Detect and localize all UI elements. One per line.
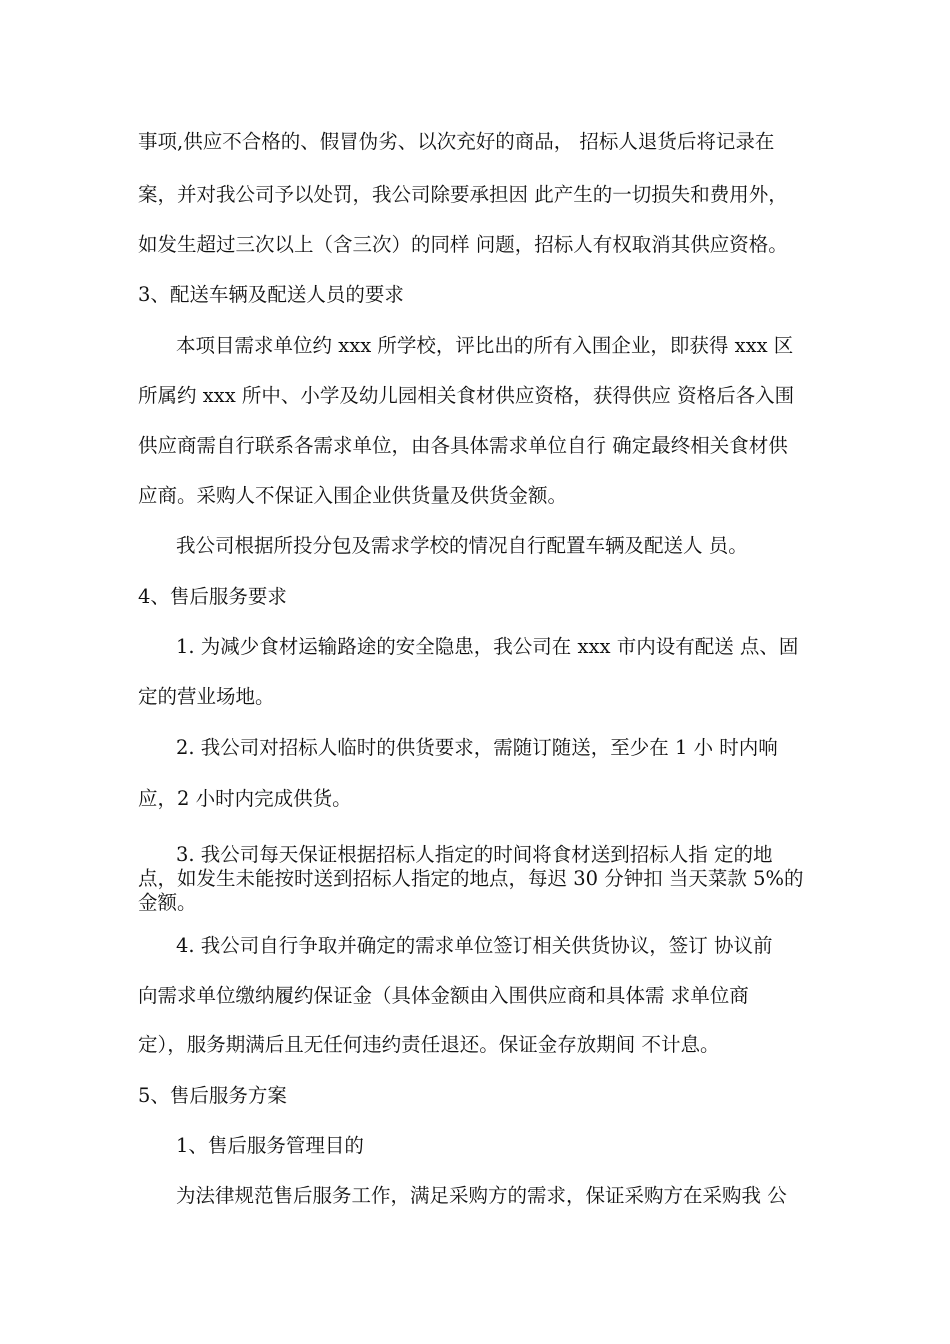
paragraph-line: 供应商需自行联系各需求单位，由各具体需求单位自行 确定最终相关食材供 (138, 434, 788, 457)
paragraph-line: 我公司根据所投分包及需求学校的情况自行配置车辆及配送人 员。 (176, 534, 748, 557)
paragraph-line: 如发生超过三次以上（含三次）的同样 问题，招标人有权取消其供应资格。 (138, 233, 788, 256)
paragraph-line: 定），服务期满后且无任何违约责任退还。保证金存放期间 不计息。 (138, 1033, 720, 1056)
paragraph-line: 向需求单位缴纳履约保证金（具体金额由入围供应商和具体需 求单位商 (138, 984, 749, 1007)
paragraph-line: 应，2 小时内完成供货。 (138, 787, 352, 810)
section-heading-4: 4、售后服务要求 (138, 585, 287, 608)
paragraph-line: 应商。采购人不保证入围企业供货量及供货金额。 (138, 484, 568, 507)
list-item-1: 1. 为减少食材运输路途的安全隐患，我公司在 xxx 市内设有配送 点、固 (176, 635, 799, 658)
list-item-3: 3. 我公司每天保证根据招标人指定的时间将食材送到招标人指 定的地 (176, 843, 773, 866)
paragraph-line: 点，如发生未能按时送到招标人指定的地点，每迟 30 分钟扣 当天菜款 5%的 (138, 867, 804, 890)
paragraph-line: 事项,供应不合格的、假冒伪劣、以次充好的商品， 招标人退货后将记录在 (138, 130, 775, 153)
paragraph-line: 案，并对我公司予以处罚，我公司除要承担因 此产生的一切损失和费用外， (138, 183, 788, 206)
paragraph-line: 金额。 (138, 891, 197, 914)
section-heading-3: 3、配送车辆及配送人员的要求 (138, 283, 404, 306)
list-item-2: 2. 我公司对招标人临时的供货要求，需随订随送，至少在 1 小 时内响 (176, 736, 778, 759)
paragraph-line: 本项目需求单位约 xxx 所学校，评比出的所有入围企业，即获得 xxx 区 (176, 334, 794, 357)
paragraph-line: 为法律规范售后服务工作，满足采购方的需求，保证采购方在采购我 公 (176, 1184, 787, 1207)
paragraph-line: 定的营业场地。 (138, 685, 275, 708)
list-item-4: 4. 我公司自行争取并确定的需求单位签订相关供货协议，签订 协议前 (176, 934, 773, 957)
paragraph-line: 所属约 xxx 所中、小学及幼儿园相关食材供应资格，获得供应 资格后各入围 (138, 384, 795, 407)
section-heading-5: 5、售后服务方案 (138, 1084, 287, 1107)
subsection-heading: 1、售后服务管理目的 (176, 1134, 364, 1157)
